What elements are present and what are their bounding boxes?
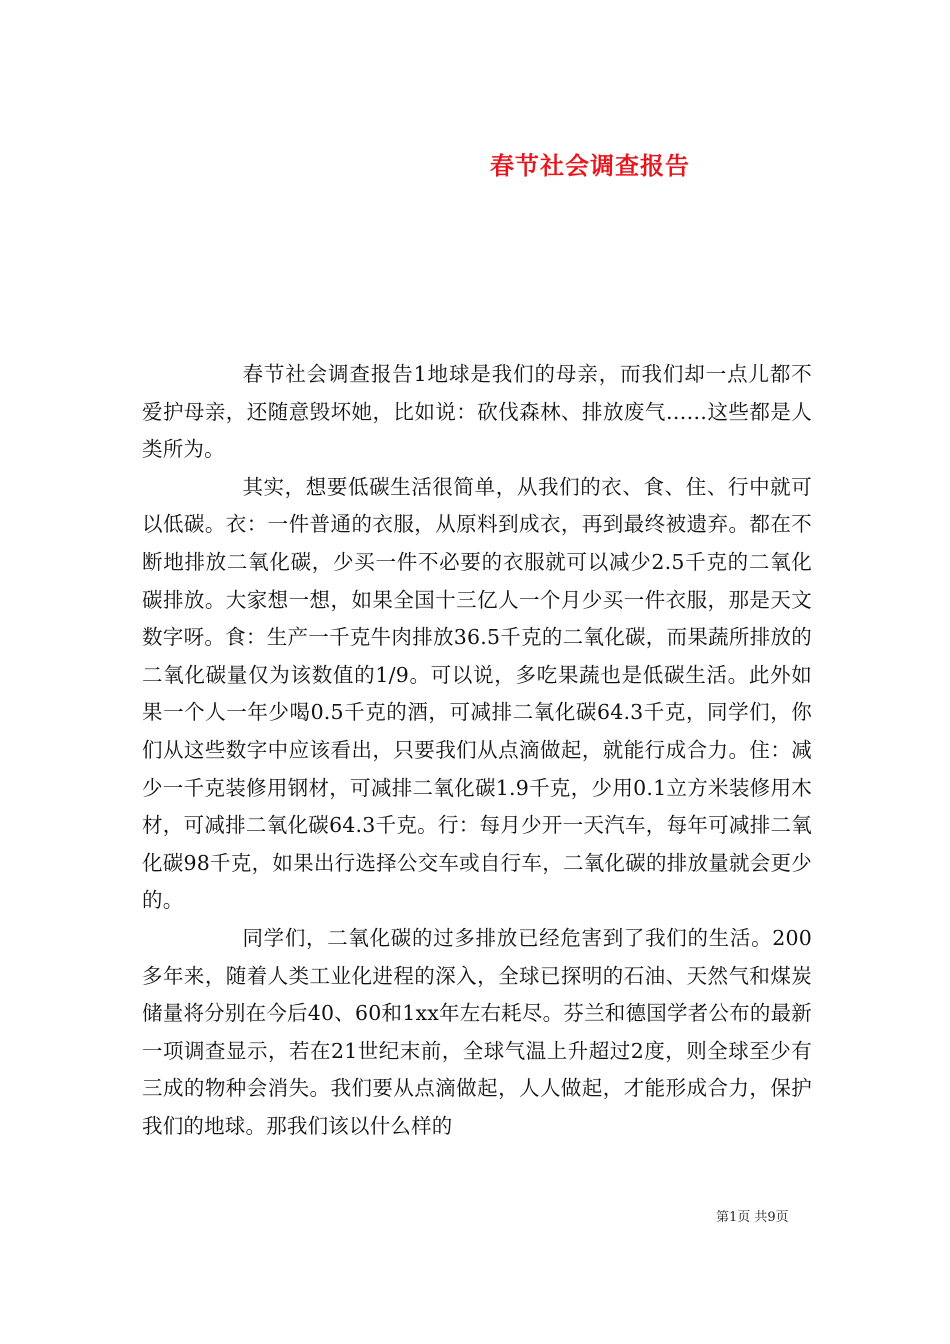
paragraph-3: 同学们，二氧化碳的过多排放已经危害到了我们的生活。200多年来，随着人类工业化进程的深入，全球已探明的石油、天然气和煤炭储量将分别在今后40、60和1xx年左右耗尽。芬兰和德国学者公布的最新一项调查显示，若在21世纪末前，全球气温上升超过2度，则全球至少有三成的物种会消失。我们要从点滴做起，人人做起，才能形成合力，保护我们的地球。那我们该以什么样的 <box>142 925 812 1138</box>
page-title: 春节社会调查报告 <box>490 151 690 181</box>
paragraph-1: 春节社会调查报告1地球是我们的母亲，而我们却一点儿都不爱护母亲，还随意毁坏她，比如说：砍伐森林、排放废气……这些都是人类所为。 <box>142 362 812 462</box>
page-number-footer: 第1页 共9页 <box>716 1210 789 1225</box>
paragraph-2: 其实，想要低碳生活很简单，从我们的衣、食、住、行中就可以低碳。衣：一件普通的衣服，从原料到成衣，再到最终被遗弃。都在不断地排放二氧化碳，少买一件不必要的衣服就可以减少2.5千克的二氧化碳排放。大家想一想，如果全国十三亿人一个月少买一件衣服，那是天文数字呀。食：生产一千克牛肉排放36.5千克的二氧化碳，而果蔬所排放的二氧化碳量仅为该数值的1/9。可以说，多吃果蔬也是低碳生活。此外如果一个人一年少喝0.5千克的酒，可减排二氧化碳64.3千克，同学们，你们从这些数字中应该看出，只要我们从点滴做起，就能行成合力。住：减少一千克装修用钢材，可减排二氧化碳1.9千克，少用0.1立方米装修用木材，可减排二氧化碳64.3千克。行：每月少开一天汽车，每年可减排二氧化碳98千克，如果出行选择公交车或自行车，二氧化碳的排放量就会更少的。 <box>142 474 812 913</box>
document-body <box>142 356 812 1145</box>
